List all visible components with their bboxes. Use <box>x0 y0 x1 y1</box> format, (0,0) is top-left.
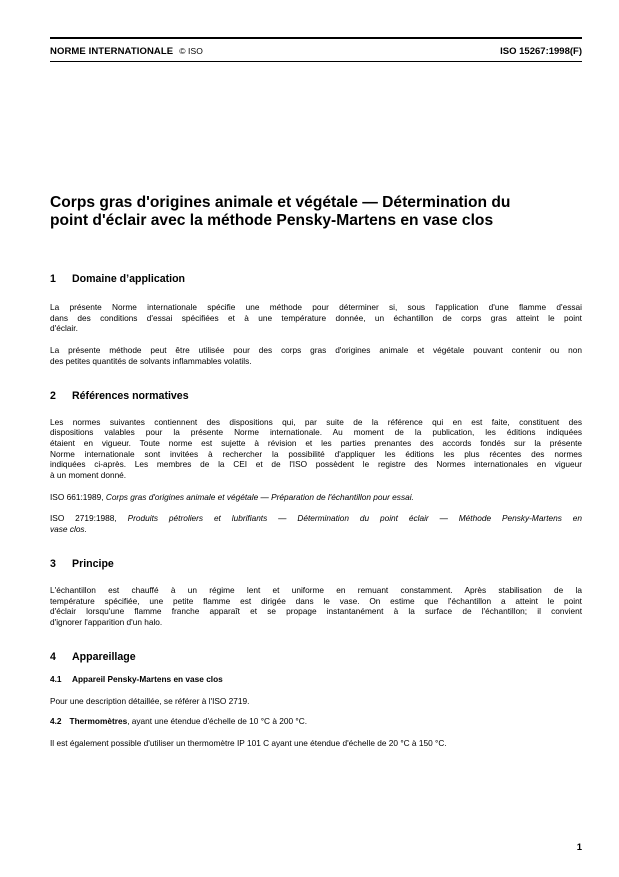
section-1-heading <box>50 273 582 286</box>
subsection-4-2 <box>50 716 582 727</box>
text-line: étaient en vigueur. Toute norme est sujette à révision et les parties prenantes des accords fondés sur la présente <box>50 437 582 448</box>
section-4-heading <box>50 651 582 664</box>
reference-title-continued: vase clos. <box>50 524 87 535</box>
reference-code: ISO 661:1989, <box>50 491 104 502</box>
text-line: température spécifiée, une petite flamme est dirigée dans le vase. On estime que l'échantillon a atteint le point <box>50 595 582 606</box>
title-line-2: point d'éclair avec la méthode Pensky-Martens en vase clos <box>50 212 494 229</box>
text-line: d'éclair lorsqu'une flamme franche apparaît et se propage instantanément à la surface de l'échantillon; il convient <box>50 606 582 617</box>
text-line <box>50 513 582 524</box>
text-line: à un moment donné. <box>50 470 127 481</box>
header-standard-number: ISO 15267:1998(F) <box>500 45 582 57</box>
section-number: 2 <box>50 389 56 402</box>
running-header <box>50 44 582 58</box>
section-2-paragraph-1 <box>50 417 582 481</box>
subsection-4-1-text: Pour une description détaillée, se référer à l'ISO 2719. <box>50 695 250 706</box>
section-title: Appareillage <box>72 650 136 663</box>
section-1-paragraph-1 <box>50 302 582 334</box>
reference-title: Corps gras d'origines animale et végétale — Préparation de l'échantillon pour essai. <box>105 491 414 502</box>
normative-reference-1 <box>50 492 582 503</box>
section-title: Références normatives <box>72 389 189 402</box>
header-bottom-rule <box>50 61 582 62</box>
header-top-rule <box>50 37 582 39</box>
text-line: d'éclair. <box>50 323 78 334</box>
subsection-4-1-heading <box>50 674 582 685</box>
header-left <box>50 46 203 57</box>
text-line: Norme internationale sont invitées à rechercher la possibilité d'appliquer les éditions les plus récentes des normes <box>50 448 582 459</box>
section-3-heading <box>50 558 582 571</box>
section-title: Principe <box>72 557 114 570</box>
text-line: indiquées ci-après. Les membres de la CEI et de l'ISO possèdent le registre des Normes internationales en vigueur <box>50 459 582 470</box>
subsection-title: Appareil Pensky-Martens en vase clos <box>72 673 223 684</box>
subsection-4-2-extra-text: Il est également possible d'utiliser un thermomètre IP 101 C ayant une étendue d'échelle de 20 °C à 150 °C. <box>50 738 447 749</box>
subsection-number: 4.2 <box>50 716 62 727</box>
text-line: L'échantillon est chauffé à un régime lent et uniforme en remuant constamment. Après stabilisation de la <box>50 584 582 595</box>
text-line: des petites quantités de solvants inflammables volatils. <box>50 355 252 366</box>
normative-reference-2 <box>50 513 582 534</box>
text-line: dans des conditions d'essai spécifiées et à une température donnée, un échantillon de corps gras atteint le point <box>50 312 582 323</box>
subsection-text: , ayant une étendue d'échelle de 10 °C à 200 °C. <box>127 716 308 727</box>
subsection-number: 4.1 <box>50 673 62 684</box>
text-line: La présente Norme internationale spécifie une méthode pour déterminer si, sous l'application d'une flamme d'essai <box>50 302 582 312</box>
reference-title: Produits pétroliers et lubrifiants — Détermination du point éclair — Méthode Pensky-Martens en <box>127 513 582 524</box>
text-line: d'ignorer l'apparition d'un halo. <box>50 616 163 627</box>
section-1-paragraph-2 <box>50 345 582 366</box>
document-body <box>50 273 582 749</box>
text-line: Les normes suivantes contiennent des dispositions qui, par suite de la référence qui en est faite, constituent des <box>50 416 582 427</box>
reference-code: ISO 2719:1988, <box>50 513 117 524</box>
title-line-1: Corps gras d'origines animale et végétale — Détermination du <box>50 194 511 211</box>
subsection-title: Thermomètres <box>69 716 128 727</box>
section-number: 3 <box>50 557 56 570</box>
header-copyright: © ISO <box>179 45 203 56</box>
document-title <box>50 194 582 230</box>
section-title: Domaine d’application <box>72 273 186 285</box>
header-standard-type: NORME INTERNATIONALE <box>50 45 174 57</box>
section-2-heading <box>50 390 582 403</box>
section-number: 4 <box>50 650 56 663</box>
page-number: 1 <box>576 842 582 853</box>
text-line: dispositions valables pour la présente Norme internationale. Au moment de la publication, les éditions indiquées <box>50 427 582 438</box>
text-line: La présente méthode peut être utilisée pour des corps gras d'origines animale et végétale pouvant contenir ou non <box>50 345 582 356</box>
section-number: 1 <box>50 273 56 285</box>
section-3-paragraph-1 <box>50 585 582 628</box>
